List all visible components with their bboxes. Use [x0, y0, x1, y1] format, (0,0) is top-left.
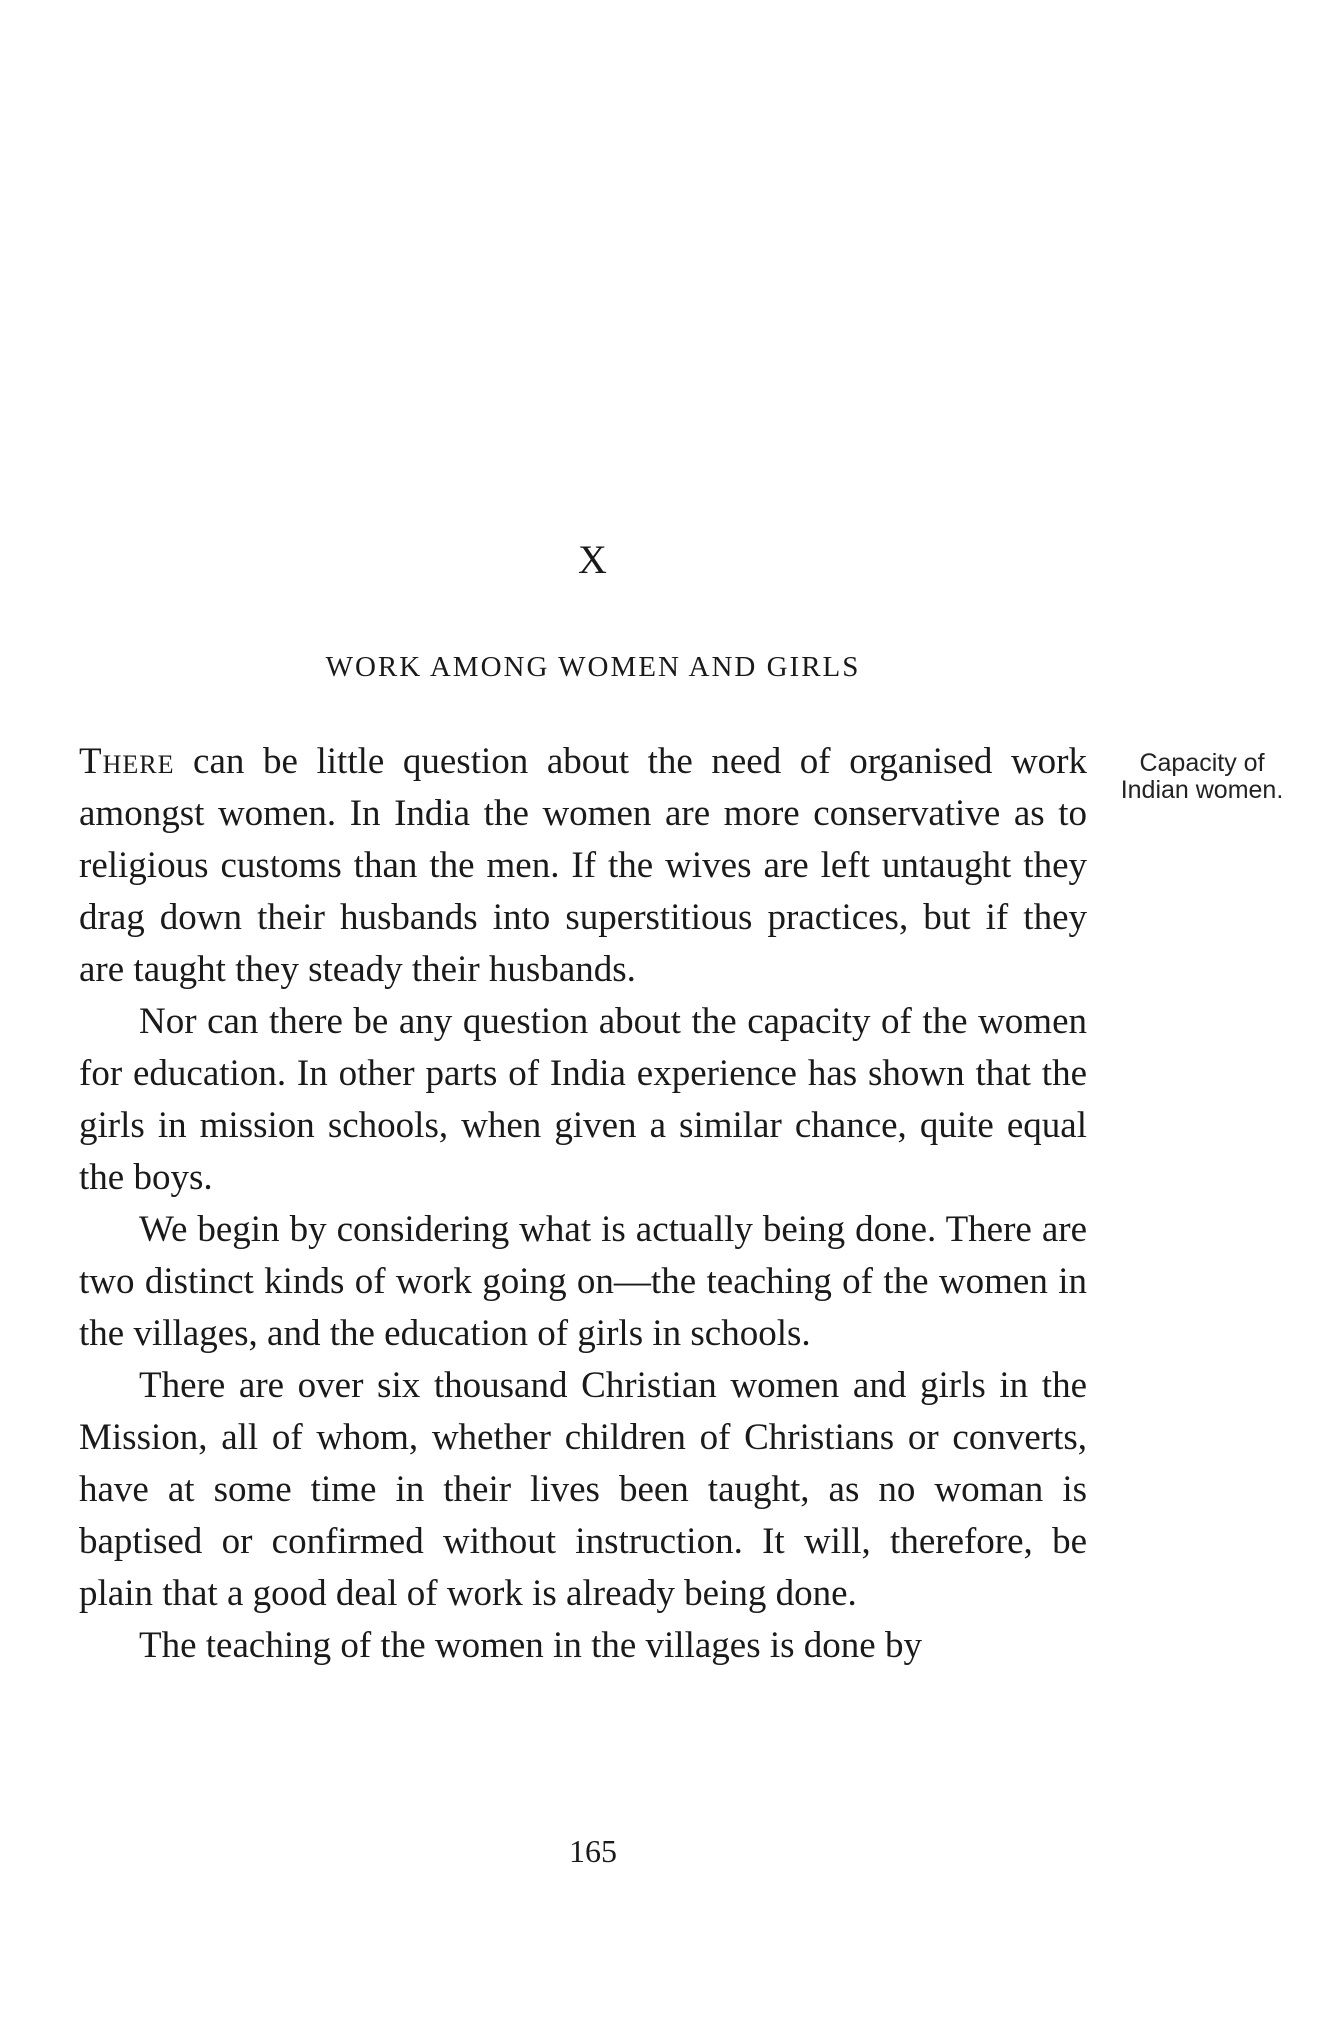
chapter-title: WORK AMONG WOMEN AND GIRLS — [325, 651, 861, 683]
paragraph: We begin by considering what is actually being done. There are two distinct kinds of work going on—the teaching of the women in the villages, and the education of girls in schools. — [79, 1209, 1087, 1354]
margin-note: Capacity of Indian women. — [1120, 749, 1284, 804]
drop-lead-word: There — [79, 741, 175, 782]
paragraph: Nor can there be any question about the capacity of the women for education. In other parts of India experience has shown that the girls in mission schools, when given a similar chance, quite equal the boys. — [79, 1001, 1087, 1198]
paragraph: There are over six thousand Christian women and girls in the Mission, all of whom, whether children of Christians or converts, have at some time in their lives been taught, as no woman is baptised or confirmed without instruction. It will, therefore, be plain that a good deal of work is already being done. — [79, 1365, 1087, 1614]
chapter-body — [79, 736, 1087, 1672]
page-number: 165 — [569, 1833, 617, 1869]
paragraph — [79, 736, 1087, 996]
paragraph: The teaching of the women in the villages is done by — [139, 1625, 922, 1666]
paragraph-text: can be little question about the need of organised work amongst women. In India the women are more conservative as to religious customs than the men. If the wives are left untaught they drag down their husbands into superstitious practices, but if they are taught they steady their husbands. — [79, 741, 1087, 990]
chapter-number: X — [578, 537, 608, 582]
